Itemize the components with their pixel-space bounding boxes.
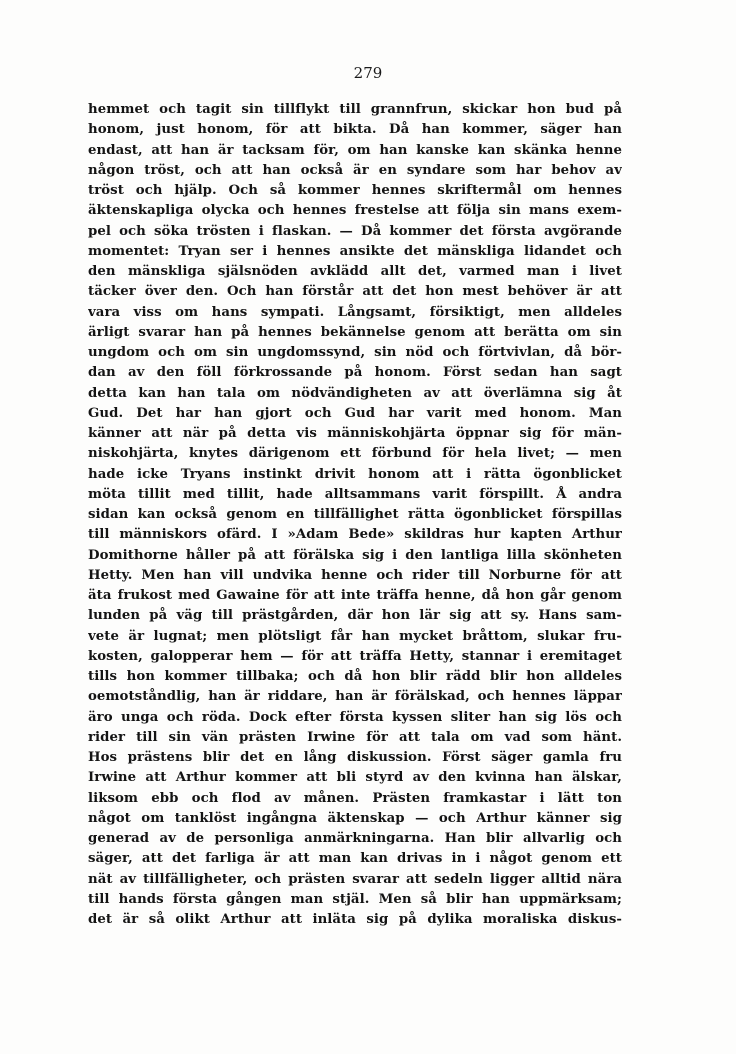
text-line: detta kan han tala om nödvändigheten av att överlämna sig åt: [88, 385, 622, 401]
body-text: [88, 100, 622, 930]
text-line: Irwine att Arthur kommer att bli styrd av den kvinna han älskar,: [88, 770, 622, 786]
text-line: Hos prästens blir det en lång diskussion. Först säger gamla fru: [88, 750, 622, 765]
text-line: nät av tillfälligheter, och prästen svarar att sedeln ligger alltid nära: [88, 871, 622, 887]
text-line: pel och söka trösten i flaskan. — Då kommer det första avgörande: [88, 223, 622, 239]
text-line: ärligt svarar han på hennes bekännelse genom att berätta om sin: [88, 324, 622, 340]
text-line: ungdom och om sin ungdomssynd, sin nöd och förtvivlan, då bör-: [88, 345, 622, 360]
text-line: någon tröst, och att han också är en syndare som har behov av: [88, 162, 622, 178]
text-line: endast, att han är tacksam för, om han kanske kan skänka henne: [88, 142, 622, 158]
text-line: dan av den föll förkrossande på honom. Först sedan han sagt: [88, 365, 622, 381]
text-line: det är så olikt Arthur att inläta sig på dylika moraliska diskus-: [88, 912, 622, 927]
text-line: oemotståndlig, han är riddare, han är förälskad, och hennes läppar: [88, 689, 622, 705]
text-line: Domithorne håller på att förälska sig i den lantliga lilla skönheten: [88, 547, 622, 563]
text-line: tills hon kommer tillbaka; och då hon blir rädd blir hon alldeles: [88, 669, 622, 684]
text-line: känner att när på detta vis människohjärta öppnar sig för män-: [88, 426, 622, 441]
text-line: äktenskapliga olycka och hennes frestelse att följa sin mans exem-: [88, 203, 622, 219]
text-line: hemmet och tagit sin tillflykt till grannfrun, skickar hon bud på: [88, 102, 622, 117]
text-line: generad av de personliga anmärkningarna. Han blir allvarlig och: [88, 831, 622, 846]
text-line: liksom ebb och flod av månen. Prästen framkastar i lätt ton: [88, 790, 622, 806]
text-line: vara viss om hans sympati. Långsamt, försiktigt, men alldeles: [88, 304, 622, 320]
text-line: hade icke Tryans instinkt drivit honom att i rätta ögonblicket: [88, 466, 622, 482]
text-line: Hetty. Men han vill undvika henne och rider till Norburne för att: [88, 567, 622, 583]
text-line: täcker över den. Och han förstår att det hon mest behöver är att: [88, 284, 622, 300]
text-line: äro unga och röda. Dock efter första kyssen sliter han sig lös och: [88, 709, 622, 725]
text-line: sidan kan också genom en tillfällighet rätta ögonblicket förspillas: [88, 507, 622, 522]
text-line: äta frukost med Gawaine för att inte träffa henne, då hon går genom: [88, 588, 622, 603]
text-line: kosten, galopperar hem — för att träffa Hetty, stannar i eremitaget: [88, 648, 622, 664]
text-line: Gud. Det har han gjort och Gud har varit med honom. Man: [88, 405, 622, 421]
text-line: möta tillit med tillit, hade alltsammans varit förspillt. Å andra: [88, 486, 622, 502]
text-line: vete är lugnat; men plötsligt får han mycket bråttom, slukar fru-: [88, 628, 622, 644]
text-line: lunden på väg till prästgården, där hon lär sig att sy. Hans sam-: [88, 608, 622, 624]
text-line: honom, just honom, för att bikta. Då han kommer, säger han: [88, 122, 622, 138]
text-line: rider till sin vän prästen Irwine för att tala om vad som hänt.: [88, 729, 622, 745]
text-line: momentet: Tryan ser i hennes ansikte det mänskliga lidandet och: [88, 243, 622, 259]
text-line: niskohjärta, knytes därigenom ett förbund för hela livet; — men: [88, 446, 622, 462]
page-number: 279: [353, 64, 383, 82]
text-line: till människors ofärd. I »Adam Bede» skildras hur kapten Arthur: [88, 527, 622, 543]
text-line: till hands första gången man stjäl. Men så blir han uppmärksam;: [88, 891, 622, 907]
text-line: något om tanklöst ingångna äktenskap — och Arthur känner sig: [88, 810, 622, 826]
text-line: tröst och hjälp. Och så kommer hennes skriftermål om hennes: [88, 183, 622, 198]
text-line: säger, att det farliga är att man kan drivas in i något genom ett: [88, 851, 622, 867]
text-line: den mänskliga själsnöden avklädd allt det, varmed man i livet: [88, 264, 622, 279]
